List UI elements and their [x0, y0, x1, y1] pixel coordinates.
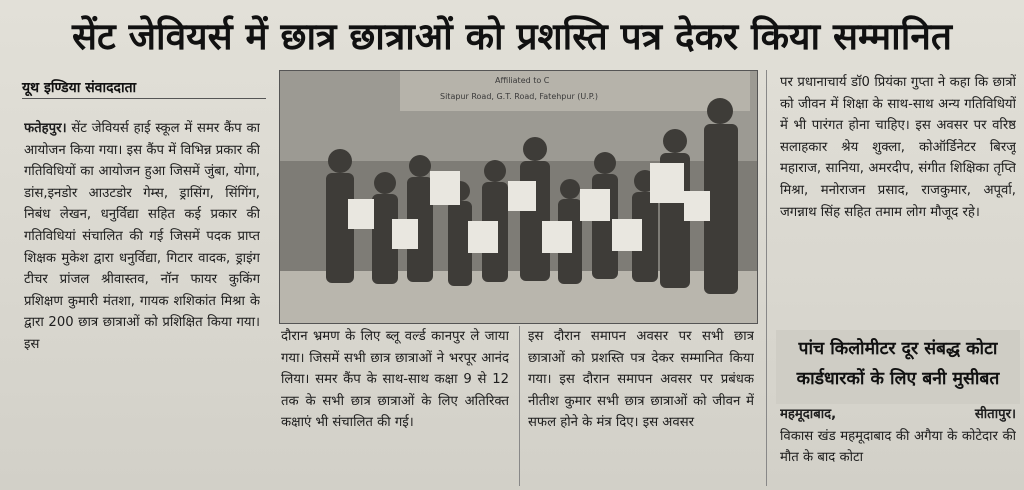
- byline-rule: [22, 98, 266, 99]
- article-text-1: सेंट जेवियर्स हाई स्कूल में समर कैंप का आयोजन किया गया। इस कैंप में विभिन्न प्रकार की गतिविधियों का आयोजन हुआ जिसमें जुंबा, योगा, डांस,इनडोर आउटडोर गेम्स, ड्रासिंग, सिंगिंग, निबंध लेखन, धनुर्विद्या सहित कई प्रकार की गतिविधियां संचालित की गई जिसमें पदक प्राप्त शिक्षक मुकेश द्वारा धनुर्विद्या, गिटार वादक, ड्राइंग टीचर प्रांजल श्रीवास्तव, नॉन फायर कुकिंग प्रशिक्षण कुमारी मंतशा, गायक शशिकांत मिश्रा के द्वारा 200 छात्र छात्राओं को प्रशिक्षित किया गया। इस: [24, 121, 260, 352]
- banner-text-1: Affiliated to C: [495, 76, 550, 85]
- secondary-dateline: [780, 404, 1016, 426]
- byline: यूथ इण्डिया संवाददाता: [22, 80, 137, 96]
- secondary-article-text: विकास खंड महमूदाबाद की अगैया के कोटेदार की मौत के बाद कोटा: [780, 428, 1016, 466]
- dateline-left: महमूदाबाद,: [780, 407, 837, 422]
- main-headline: सेंट जेवियर्स में छात्र छात्राओं को प्रशस्ति पत्र देकर किया सम्मानित: [72, 15, 952, 58]
- article-column-1: [24, 118, 260, 480]
- article-column-4: पर प्रधानाचार्य डॉ0 प्रियंका गुप्ता ने कहा कि छात्रों को जीवन में शिक्षा के साथ-साथ अन्य गतिविधियों में भी पारंगत होना चाहिए। इस अवसर पर वरिष्ठ सलाहकार श्रेय शुक्ला, कोऑर्डिनेटर बिरजू महाराज, सानिया, अमरदीप, संगीत शिक्षिका तृप्ति मिश्रा, मनोराजन प्रसाद, राजकुमार, अपूर्वा, जगन्नाथ सिंह सहित तमाम लोग मौजूद रहे।: [780, 75, 1016, 220]
- secondary-article: [780, 404, 1016, 486]
- article-column-3: इस दौरान समापन अवसर पर सभी छात्र छात्राओं को प्रशस्ति पत्र देकर सम्मानित किया गया। इस दौरान समापन अवसर पर प्रबंधक नीतीश कुमार सभी छात्र छात्राओं को जीवन में सफल होने के मंत्र दिए। इस अवसर: [528, 329, 754, 431]
- group-photo: [279, 70, 758, 324]
- secondary-headline: पांच किलोमीटर दूर संबद्ध कोटा कार्डधारकों के लिए बनी मुसीबत: [776, 330, 1020, 404]
- banner-text-2: Sitapur Road, G.T. Road, Fatehpur (U.P.): [440, 92, 599, 101]
- column-rule: [766, 70, 767, 486]
- column-rule: [519, 326, 520, 486]
- dateline-right: सीतापुर।: [974, 407, 1016, 422]
- article-column-2: दौरान भ्रमण के लिए ब्लू वर्ल्ड कानपुर ले जाया गया। जिसमें सभी छात्र छात्राओं ने भरपूर आनंद लिया। समर कैंप के साथ-साथ कक्षा 9 से 12 तक के सभी छात्र छात्राओं के लिए अतिरिक्त कक्षाएं भी संचालित की गई।: [281, 329, 509, 431]
- dateline: फतेहपुर।: [24, 121, 67, 136]
